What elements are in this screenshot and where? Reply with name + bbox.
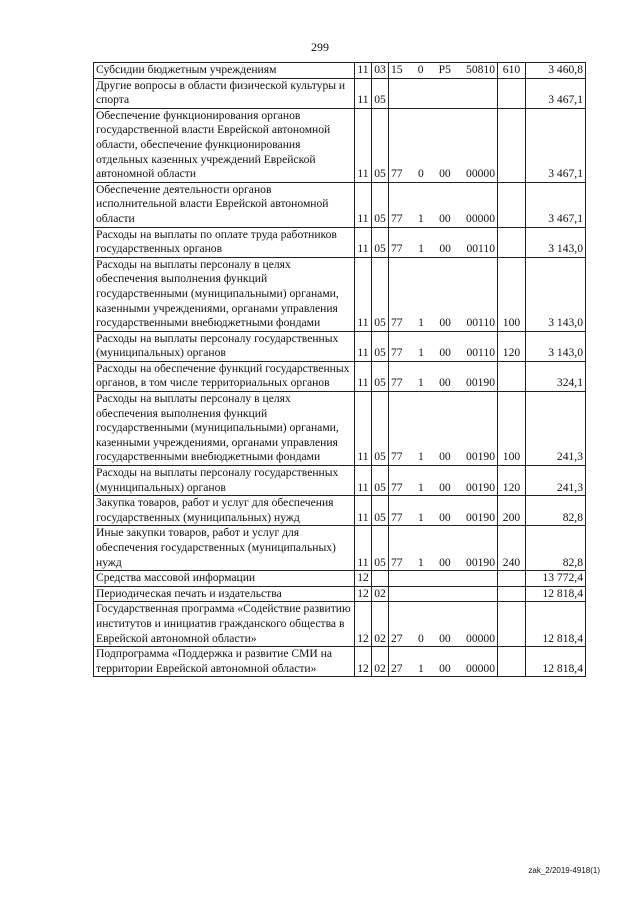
target-article-part: 00190 bbox=[466, 555, 495, 569]
amount-cell: 241,3 bbox=[526, 392, 586, 466]
target-article-part: 1 bbox=[418, 316, 424, 330]
expense-type-cell bbox=[498, 586, 526, 602]
subsection-code-cell: 05 bbox=[372, 227, 389, 257]
expense-name-cell: Другие вопросы в области физической культуры и спорта bbox=[94, 78, 355, 108]
target-article-part: 00 bbox=[439, 510, 451, 524]
target-article-parts bbox=[391, 481, 495, 496]
amount-cell: 3 467,1 bbox=[526, 108, 586, 182]
subsection-code-cell: 05 bbox=[372, 361, 389, 391]
target-article-part: 00 bbox=[439, 450, 451, 464]
target-article-part: 00000 bbox=[466, 167, 495, 181]
target-article-cell bbox=[389, 182, 498, 227]
amount-cell: 3 143,0 bbox=[526, 227, 586, 257]
subsection-code-cell: 05 bbox=[372, 78, 389, 108]
target-article-part: 77 bbox=[391, 346, 403, 360]
subsection-code-cell: 02 bbox=[372, 647, 389, 677]
expense-name-cell: Расходы на выплаты по оплате труда работников государственных органов bbox=[94, 227, 355, 257]
amount-cell: 3 460,8 bbox=[526, 63, 586, 79]
expense-name-cell: Расходы на выплаты персоналу государственных (муниципальных) органов bbox=[94, 466, 355, 496]
target-article-part: 77 bbox=[391, 555, 403, 569]
target-article-part: 00190 bbox=[466, 376, 495, 390]
subsection-code-cell: 05 bbox=[372, 257, 389, 331]
expense-name-cell: Расходы на обеспечение функций государственных органов, в том числе территориальных органов bbox=[94, 361, 355, 391]
section-code-cell: 11 bbox=[355, 496, 372, 526]
subsection-code-cell: 05 bbox=[372, 331, 389, 361]
target-article-part: 00190 bbox=[466, 450, 495, 464]
expense-type-cell bbox=[498, 227, 526, 257]
target-article-cell bbox=[389, 526, 498, 571]
target-article-part: 1 bbox=[417, 450, 424, 464]
target-article-parts bbox=[391, 511, 495, 526]
expense-name-cell: Средства массовой информации bbox=[94, 571, 355, 587]
expense-name-cell: Обеспечение деятельности органов исполнительной власти Еврейской автономной области bbox=[94, 182, 355, 227]
target-article-part: 50810 bbox=[466, 63, 495, 76]
table-row bbox=[94, 331, 586, 361]
expense-type-cell: 200 bbox=[498, 496, 526, 526]
target-article-part: 77 bbox=[391, 376, 403, 390]
target-article-part: 1 bbox=[418, 346, 424, 360]
target-article-part: 77 bbox=[391, 242, 403, 256]
amount-cell: 12 818,4 bbox=[526, 586, 586, 602]
table-row bbox=[94, 602, 586, 647]
target-article-part: 77 bbox=[391, 510, 403, 524]
target-article-part: 00000 bbox=[466, 211, 495, 225]
expense-type-cell bbox=[498, 78, 526, 108]
target-article-part: 00 bbox=[439, 211, 451, 225]
target-article-cell bbox=[389, 257, 498, 331]
section-code-cell: 11 bbox=[355, 257, 372, 331]
table-row bbox=[94, 392, 586, 466]
expense-type-cell: 240 bbox=[498, 526, 526, 571]
amount-cell: 12 818,4 bbox=[526, 602, 586, 647]
subsection-code-cell: 02 bbox=[372, 586, 389, 602]
target-article-part: 00190 bbox=[466, 510, 495, 524]
target-article-parts bbox=[391, 63, 495, 78]
section-code-cell: 11 bbox=[355, 227, 372, 257]
target-article-cell bbox=[389, 602, 498, 647]
expense-type-cell: 100 bbox=[498, 257, 526, 331]
target-article-cell bbox=[389, 108, 498, 182]
target-article-part: 00 bbox=[439, 346, 451, 360]
target-article-parts bbox=[391, 316, 495, 331]
target-article-cell bbox=[389, 361, 498, 391]
target-article-part: 15 bbox=[391, 63, 403, 76]
expense-name-cell: Расходы на выплаты персоналу государственных (муниципальных) органов bbox=[94, 331, 355, 361]
target-article-part: 00000 bbox=[466, 661, 495, 675]
table-row bbox=[94, 63, 586, 79]
table-row bbox=[94, 182, 586, 227]
amount-cell: 3 143,0 bbox=[526, 257, 586, 331]
table-row bbox=[94, 361, 586, 391]
target-article-parts bbox=[391, 632, 495, 647]
section-code-cell: 12 bbox=[355, 647, 372, 677]
target-article-part: 00 bbox=[439, 376, 451, 390]
expense-name-cell: Периодическая печать и издательства bbox=[94, 586, 355, 602]
target-article-cell bbox=[389, 63, 498, 79]
target-article-part: 1 bbox=[417, 555, 424, 569]
target-article-part: 00110 bbox=[466, 346, 495, 360]
amount-cell: 241,3 bbox=[526, 466, 586, 496]
expense-name-cell: Закупка товаров, работ и услуг для обеспечения государственных (муниципальных) нужд bbox=[94, 496, 355, 526]
target-article-part: 00 bbox=[439, 242, 451, 256]
section-code-cell: 11 bbox=[355, 78, 372, 108]
table-row bbox=[94, 571, 586, 587]
subsection-code-cell: 05 bbox=[372, 392, 389, 466]
amount-cell: 82,8 bbox=[526, 526, 586, 571]
target-article-part: 1 bbox=[417, 661, 424, 675]
target-article-part: 1 bbox=[417, 211, 424, 225]
target-article-part: 00 bbox=[439, 480, 451, 494]
target-article-part: 1 bbox=[417, 480, 424, 494]
target-article-parts bbox=[391, 242, 495, 257]
expense-name-cell: Государственная программа «Содействие развитию институтов и инициатив гражданского общества в Еврейской автономной области» bbox=[94, 602, 355, 647]
expense-name-cell: Расходы на выплаты персоналу в целях обеспечения выполнения функций государственными (муниципальными) органами, казенными учреждениями, органами управления государственными внебюджетными фондами bbox=[94, 257, 355, 331]
section-code-cell: 12 bbox=[355, 571, 372, 587]
target-article-parts bbox=[391, 450, 495, 465]
amount-cell: 324,1 bbox=[526, 361, 586, 391]
target-article-part: 0 bbox=[417, 631, 424, 645]
section-code-cell: 11 bbox=[355, 182, 372, 227]
expense-type-cell: 120 bbox=[498, 466, 526, 496]
target-article-part: 00 bbox=[439, 167, 451, 181]
amount-cell: 13 772,4 bbox=[526, 571, 586, 587]
section-code-cell: 11 bbox=[355, 331, 372, 361]
target-article-parts bbox=[391, 376, 495, 391]
table-row bbox=[94, 108, 586, 182]
section-code-cell: 11 bbox=[355, 466, 372, 496]
section-code-cell: 11 bbox=[355, 63, 372, 79]
target-article-part: 00 bbox=[439, 661, 451, 675]
target-article-part: 0 bbox=[417, 167, 424, 181]
target-article-part: 00 bbox=[439, 555, 451, 569]
expense-name-cell: Обеспечение функционирования органов государственной власти Еврейской автономной области, обеспечение функционирования отдельных казенных учреждений Еврейской автономной области bbox=[94, 108, 355, 182]
subsection-code-cell: 03 bbox=[372, 63, 389, 79]
amount-cell: 3 143,0 bbox=[526, 331, 586, 361]
target-article-parts bbox=[391, 346, 495, 361]
amount-cell: 3 467,1 bbox=[526, 78, 586, 108]
table-row bbox=[94, 257, 586, 331]
target-article-part: 77 bbox=[391, 211, 403, 225]
page-number: 299 bbox=[311, 40, 329, 54]
expense-type-cell bbox=[498, 361, 526, 391]
target-article-part: 27 bbox=[391, 631, 403, 645]
target-article-part: 77 bbox=[391, 450, 403, 464]
expense-name-cell: Иные закупки товаров, работ и услуг для обеспечения государственных (муниципальных) нужд bbox=[94, 526, 355, 571]
expense-type-cell bbox=[498, 602, 526, 647]
budget-table-body bbox=[94, 63, 586, 677]
expense-type-cell: 100 bbox=[498, 392, 526, 466]
budget-table bbox=[93, 62, 586, 677]
table-row bbox=[94, 466, 586, 496]
expense-type-cell bbox=[498, 182, 526, 227]
expense-type-cell: 610 bbox=[498, 63, 526, 79]
target-article-cell bbox=[389, 466, 498, 496]
subsection-code-cell: 05 bbox=[372, 108, 389, 182]
target-article-cell bbox=[389, 392, 498, 466]
target-article-part: 77 bbox=[391, 167, 403, 181]
target-article-parts bbox=[391, 212, 495, 227]
target-article-part: 00000 bbox=[466, 631, 495, 645]
target-article-part: 00110 bbox=[466, 316, 495, 330]
target-article-cell bbox=[389, 586, 498, 602]
target-article-cell bbox=[389, 227, 498, 257]
target-article-parts bbox=[391, 662, 495, 677]
target-article-parts bbox=[391, 167, 495, 182]
target-article-part: 77 bbox=[391, 480, 403, 494]
section-code-cell: 11 bbox=[355, 108, 372, 182]
target-article-part: 00110 bbox=[466, 242, 495, 256]
target-article-cell bbox=[389, 331, 498, 361]
section-code-cell: 11 bbox=[355, 392, 372, 466]
target-article-cell bbox=[389, 571, 498, 587]
subsection-code-cell bbox=[372, 571, 389, 587]
amount-cell: 3 467,1 bbox=[526, 182, 586, 227]
subsection-code-cell: 05 bbox=[372, 466, 389, 496]
subsection-code-cell: 05 bbox=[372, 496, 389, 526]
target-article-part: 00190 bbox=[466, 480, 495, 494]
target-article-part: 00 bbox=[439, 631, 451, 645]
target-article-part: 1 bbox=[417, 510, 424, 524]
section-code-cell: 12 bbox=[355, 602, 372, 647]
amount-cell: 12 818,4 bbox=[526, 647, 586, 677]
expense-name-cell: Субсидии бюджетным учреждениям bbox=[94, 63, 355, 79]
target-article-cell bbox=[389, 647, 498, 677]
expense-name-cell: Расходы на выплаты персоналу в целях обеспечения выполнения функций государственными (муниципальными) органами, казенными учреждениями, органами управления государственными внебюджетными фондами bbox=[94, 392, 355, 466]
target-article-part: 0 bbox=[417, 63, 424, 76]
target-article-part: 1 bbox=[417, 376, 424, 390]
amount-cell: 82,8 bbox=[526, 496, 586, 526]
table-row bbox=[94, 647, 586, 677]
table-row bbox=[94, 526, 586, 571]
target-article-parts bbox=[391, 556, 495, 571]
table-row bbox=[94, 586, 586, 602]
target-article-part: 77 bbox=[391, 316, 403, 330]
expense-name-cell: Подпрограмма «Поддержка и развитие СМИ на территории Еврейской автономной области» bbox=[94, 647, 355, 677]
document-code: zak_2/2019-4918(1) bbox=[528, 866, 600, 875]
subsection-code-cell: 05 bbox=[372, 526, 389, 571]
target-article-cell bbox=[389, 78, 498, 108]
target-article-part: 1 bbox=[418, 242, 424, 256]
subsection-code-cell: 05 bbox=[372, 182, 389, 227]
section-code-cell: 11 bbox=[355, 361, 372, 391]
expense-type-cell: 120 bbox=[498, 331, 526, 361]
subsection-code-cell: 02 bbox=[372, 602, 389, 647]
section-code-cell: 12 bbox=[355, 586, 372, 602]
target-article-part: P5 bbox=[438, 63, 451, 76]
target-article-part: 00 bbox=[439, 316, 451, 330]
section-code-cell: 11 bbox=[355, 526, 372, 571]
expense-type-cell bbox=[498, 571, 526, 587]
expense-type-cell bbox=[498, 647, 526, 677]
expense-type-cell bbox=[498, 108, 526, 182]
table-row bbox=[94, 227, 586, 257]
table-row bbox=[94, 78, 586, 108]
target-article-part: 27 bbox=[391, 661, 403, 675]
table-row bbox=[94, 496, 586, 526]
target-article-cell bbox=[389, 496, 498, 526]
